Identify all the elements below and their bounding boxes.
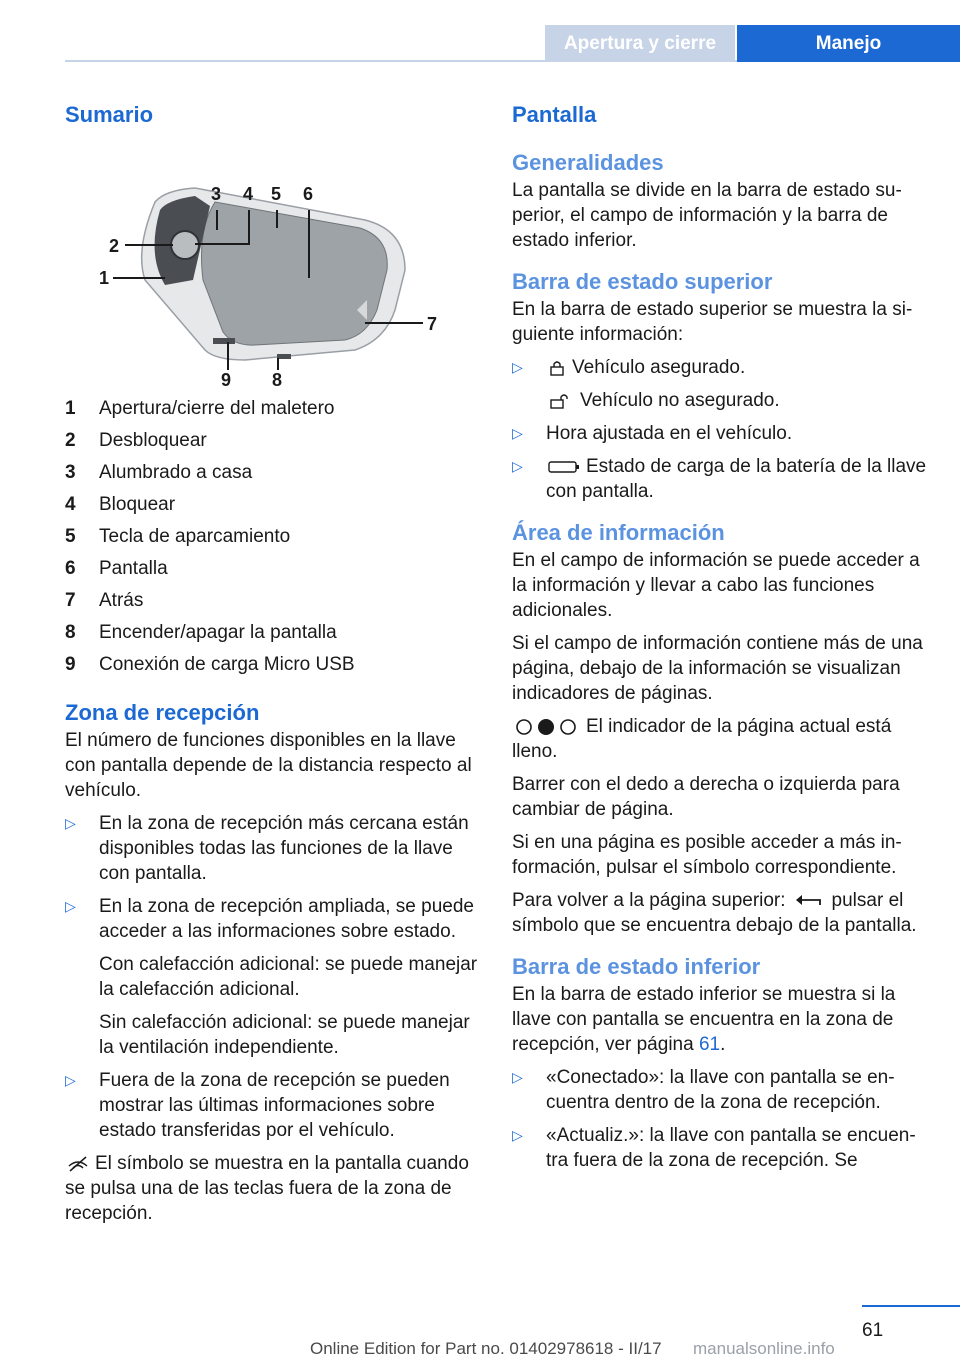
zona-symbol-note: El símbolo se muestra en la pantalla cuando se pulsa una de las teclas fuera de la zona de recepción.	[65, 1153, 469, 1224]
zona-title: Zona de recepción	[65, 700, 260, 725]
barra-inferior-title: Barra de estado inferior	[512, 954, 761, 979]
barra-inferior-bullets	[512, 1065, 930, 1173]
out-of-range-icon	[67, 1156, 89, 1172]
zona-intro: El número de funciones disponibles en la llave con pantalla depende de la distancia respecto al vehículo.	[65, 730, 472, 801]
pantalla-title: Pantalla	[512, 102, 597, 127]
generalidades-text: La pantalla se divide en la barra de estado superior, el campo de información y la barra de estado inferior.	[512, 180, 902, 251]
legend-item: 4 Bloquear	[65, 494, 176, 515]
callout-4: 4	[243, 184, 254, 204]
sumario-title: Sumario	[65, 102, 154, 127]
area-p4: Barrer con el dedo a derecha o izquierda para cambiar de página.	[512, 774, 900, 820]
callout-2: 2	[109, 236, 120, 256]
footer-rule	[862, 1305, 960, 1307]
callout-7: 7	[427, 314, 438, 334]
area-p2: Si el campo de información contiene más de una página, debajo de la información se visualizan indicadores de páginas.	[512, 633, 923, 704]
barra-inferior-text: En la barra de estado inferior se muestra si la llave con pantalla se encuentra en la zona de recepción, ver página 61.	[512, 984, 896, 1055]
page-link[interactable]: 61	[698, 1034, 721, 1055]
generalidades-title: Generalidades	[512, 150, 664, 175]
legend-item: 2 Desbloquear	[65, 430, 207, 451]
page-number: 61	[862, 1320, 884, 1341]
area-informacion-title: Área de información	[512, 520, 725, 545]
right-column	[512, 100, 930, 1181]
triangle-bullet-icon: ▷	[512, 1069, 523, 1085]
legend-item: 5 Tecla de aparcamiento	[65, 526, 291, 547]
zona-sub-1: Con calefacción adicional: se puede manejar la calefacción adicional.	[99, 954, 478, 1000]
list-item: ▷ Fuera de la zona de recepción se pueden mostrar las últimas informaciones sobre estado transferidas por el vehículo.	[65, 1070, 450, 1141]
tab-manejo[interactable]: Manejo	[737, 25, 960, 62]
locked-car-icon	[548, 359, 566, 377]
list-item: ▷ «Conectado»: la llave con pantalla se encuentra dentro de la zona de recepción.	[512, 1067, 895, 1113]
battery-icon	[548, 460, 580, 474]
callout-8: 8	[272, 370, 283, 390]
callout-6: 6	[303, 184, 314, 204]
unlocked-car-icon	[548, 392, 574, 410]
triangle-bullet-icon: ▷	[65, 815, 76, 831]
zona-sub-2: Sin calefacción adicional: se puede manejar la ventilación independiente.	[99, 1012, 470, 1058]
triangle-bullet-icon: ▷	[65, 898, 76, 914]
zona-bullets	[65, 811, 483, 1143]
area-p6: Para volver a la página superior: pulsar el símbolo que se encuentra debajo de la pantalla.	[512, 890, 917, 936]
left-column	[65, 100, 483, 1234]
legend-item: 3 Alumbrado a casa	[65, 462, 253, 483]
figure-legend	[65, 396, 483, 684]
callout-5: 5	[271, 184, 282, 204]
area-p5: Si en una página es posible acceder a más información, pulsar el símbolo correspondiente.	[512, 832, 902, 878]
barra-superior-title: Barra de estado superior	[512, 269, 773, 294]
legend-item: 9 Conexión de carga Micro USB	[65, 654, 355, 675]
watermark: manualsonline.info	[693, 1339, 835, 1358]
list-item: ▷ Estado de carga de la batería de la llave con pantalla.	[512, 456, 927, 502]
legend-item: 1 Apertura/cierre del maletero	[65, 398, 335, 419]
callout-1: 1	[99, 268, 110, 288]
barra-superior-bullets	[512, 355, 930, 504]
legend-item: 8 Encender/apagar la pantalla	[65, 622, 337, 643]
page-indicator-icon	[514, 717, 580, 737]
legend-item: 6 Pantalla	[65, 558, 168, 579]
display-key-illustration	[65, 160, 483, 390]
tab-apertura-y-cierre[interactable]: Apertura y cierre	[545, 25, 735, 62]
back-arrow-icon	[794, 893, 824, 909]
triangle-bullet-icon: ▷	[512, 425, 523, 441]
legend-item: 7 Atrás	[65, 590, 144, 611]
triangle-bullet-icon: ▷	[65, 1072, 76, 1088]
unlocked-line: Vehículo no asegurado.	[512, 388, 930, 413]
list-item: ▷ En la zona de recepción más cercana están disponibles todas las funciones de la llave con pantalla.	[65, 813, 469, 884]
list-item: ▷ Hora ajustada en el vehículo.	[512, 423, 793, 444]
list-item: ▷ En la zona de recepción ampliada, se puede acceder a las informaciones sobre estado.	[65, 896, 474, 942]
display-key-figure	[65, 160, 483, 390]
triangle-bullet-icon: ▷	[512, 359, 523, 375]
callout-3: 3	[211, 184, 222, 204]
edition-footer: Online Edition for Part no. 01402978618 - II/17	[310, 1339, 662, 1358]
triangle-bullet-icon: ▷	[512, 458, 523, 474]
list-item: ▷ «Actualiz.»: la llave con pantalla se encuentra fuera de la zona de recepción. Se	[512, 1125, 916, 1171]
area-p3: El indicador de la página actual está lleno.	[512, 716, 892, 762]
triangle-bullet-icon: ▷	[512, 1127, 523, 1143]
area-p1: En el campo de información se puede acceder a la información y llevar a cabo las funciones adicionales.	[512, 550, 920, 621]
list-item: ▷ Vehículo asegurado.	[512, 357, 746, 378]
callout-9: 9	[221, 370, 232, 390]
barra-superior-text: En la barra de estado superior se muestra la siguiente información:	[512, 299, 913, 345]
